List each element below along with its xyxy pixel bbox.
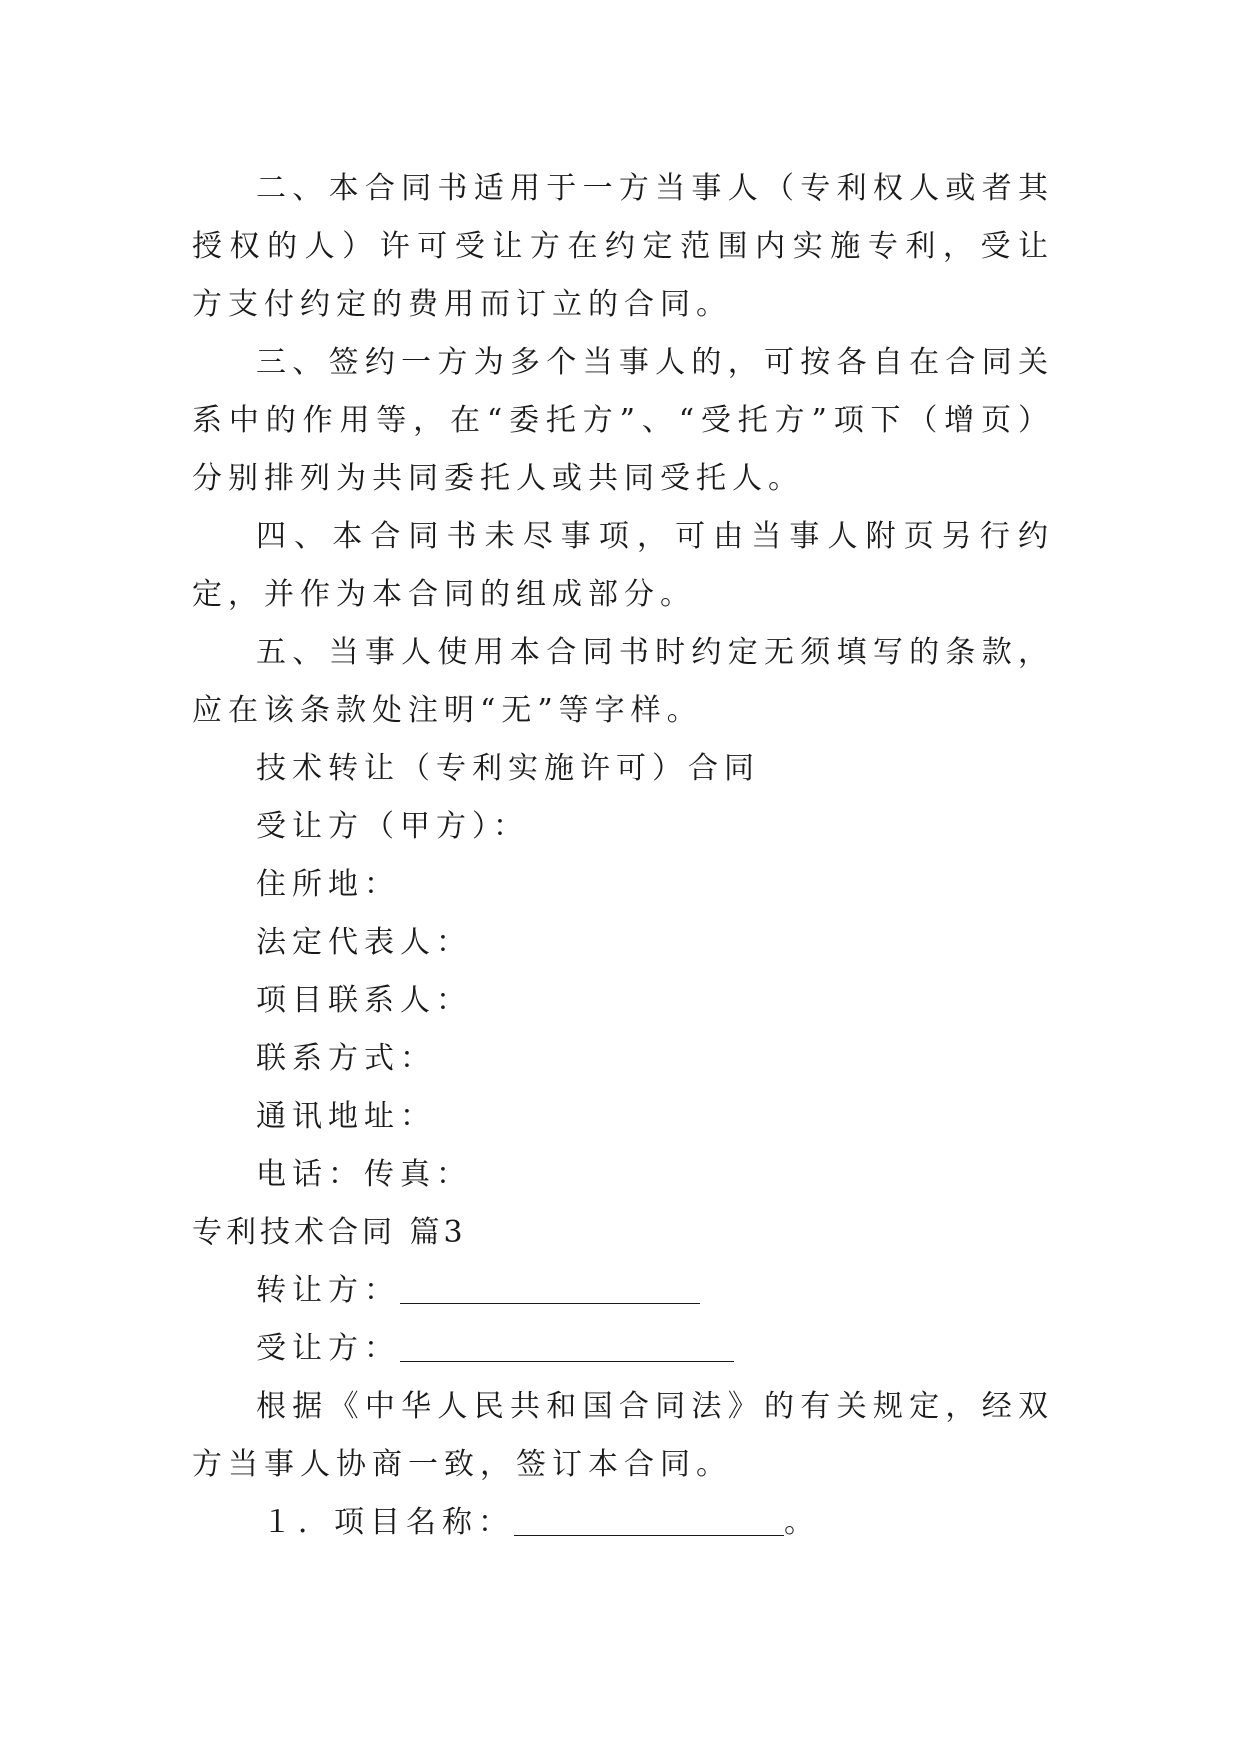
document-body [192,160,1054,1552]
transferor-blank [400,1273,700,1304]
assignee-field: 受让方（甲方）： [256,809,529,844]
item-1-line [192,1494,1054,1552]
phone-fax-field: 电话：传真： [256,1157,472,1192]
item-1-label: １．项目名称： [262,1505,514,1540]
legal-rep-field: 法定代表人： [256,925,472,960]
section-heading: 专利技术合同 篇3 [192,1215,467,1250]
contact-person-field: 项目联系人： [256,983,472,1018]
transferee-blank [400,1331,734,1362]
clause-paragraph-5: 五、当事人使用本合同书时约定无须填写的条款，应在该条款处注明“无”等字样。 [192,635,1054,728]
intro-paragraph: 根据《中华人民共和国合同法》的有关规定，经双方当事人协商一致，签订本合同。 [192,1389,1054,1482]
contract-title: 技术转让（专利实施许可）合同 [256,751,760,786]
transferor-line [192,1262,1054,1320]
clause-paragraph-3: 三、签约一方为多个当事人的，可按各自在合同关系中的作用等，在“委托方”、“受托方”项下（增页）分别排列为共同委托人或共同受托人。 [192,345,1054,496]
item-1-suffix: 。 [784,1505,820,1540]
project-name-blank [514,1505,784,1536]
contact-method-field: 联系方式： [256,1041,436,1076]
transferor-label: 转让方： [256,1273,400,1308]
transferee-label: 受让方： [256,1331,400,1366]
mailing-address-field: 通讯地址： [256,1099,436,1134]
address-field: 住所地： [256,867,400,902]
clause-paragraph-4: 四、本合同书未尽事项，可由当事人附页另行约定，并作为本合同的组成部分。 [192,519,1054,612]
transferee-line [192,1320,1054,1378]
clause-paragraph-2: 二、本合同书适用于一方当事人（专利权人或者其授权的人）许可受让方在约定范围内实施专利，受让方支付约定的费用而订立的合同。 [192,171,1054,322]
